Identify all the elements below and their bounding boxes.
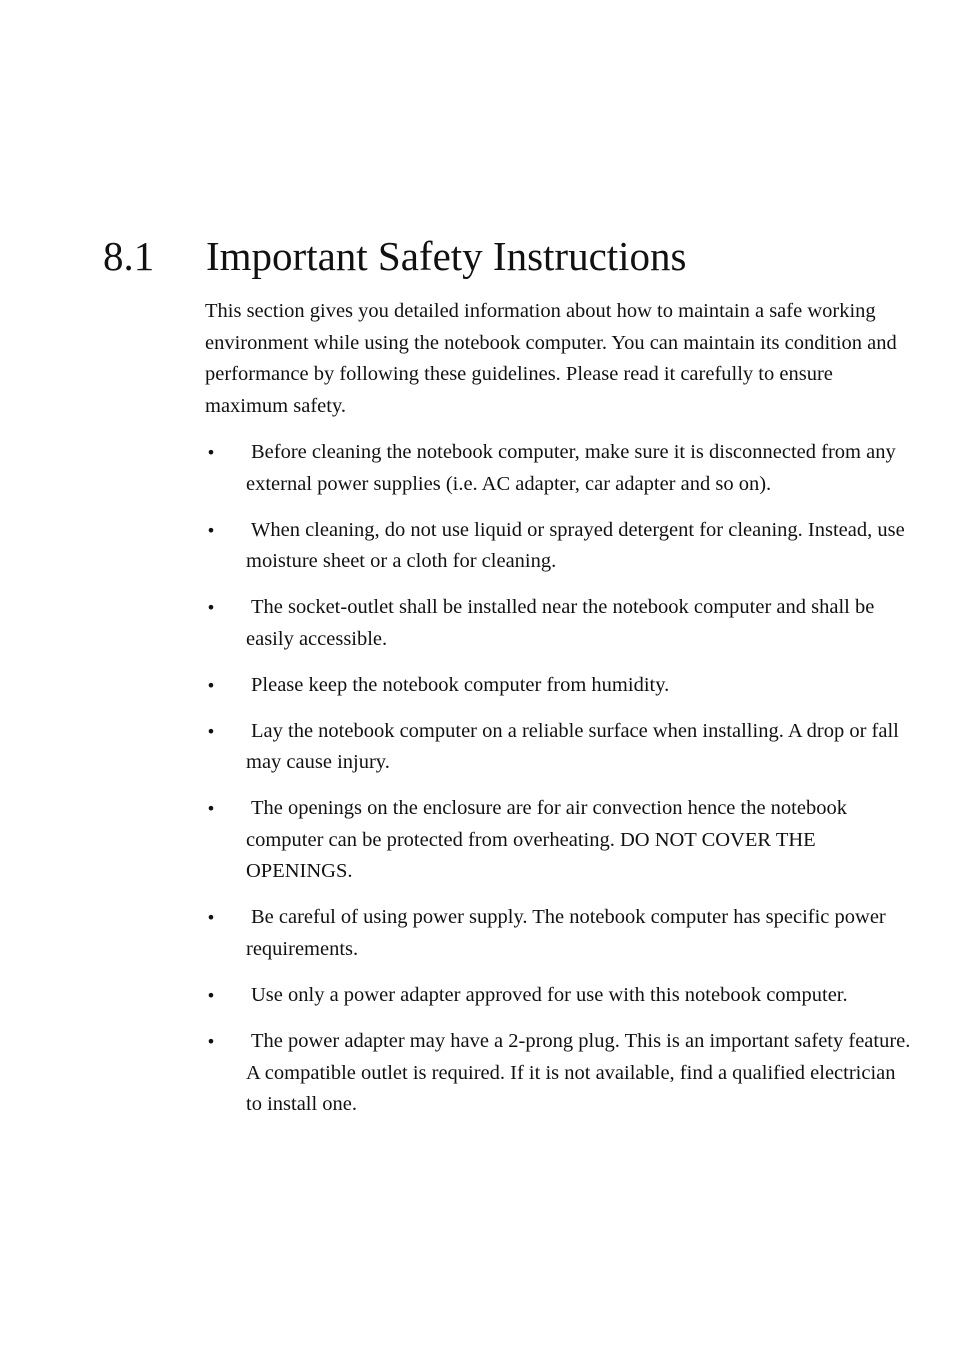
list-item-text: The power adapter may have a 2-prong plug. This is an important safety feature. A compatible outlet is required. If it is not available, find a qualified electrician to install one.	[246, 1030, 911, 1116]
bullet-icon: •	[206, 598, 216, 618]
intro-paragraph: This section gives you detailed information about how to maintain a safe working environment while using the notebook computer. You can maintain its condition and performance by following these guidelines. Please read it carefully to ensure maximum safety.	[205, 300, 897, 417]
list-item-text: Be careful of using power supply. The notebook computer has specific power requirements.	[246, 906, 886, 961]
list-item-text: Lay the notebook computer on a reliable surface when installing. A drop or fall may cause injury.	[246, 719, 899, 774]
list-item	[0, 902, 914, 965]
bullet-icon: •	[206, 986, 216, 1006]
section-heading	[103, 228, 923, 284]
bullet-icon: •	[206, 443, 216, 462]
bullet-icon: •	[206, 908, 216, 928]
list-item-text: Use only a power adapter approved for use with this notebook computer.	[251, 984, 848, 1007]
list-item-text: Please keep the notebook computer from humidity.	[251, 673, 670, 696]
list-item-text: When cleaning, do not use liquid or sprayed detergent for cleaning. Instead, use moisture sheet or a cloth for cleaning.	[246, 518, 905, 573]
bullet-icon: •	[206, 1032, 216, 1052]
list-item	[0, 592, 914, 655]
list-item-text: Before cleaning the notebook computer, make sure it is disconnected from any external power supplies (i.e. AC adapter, car adapter and so on).	[246, 441, 896, 495]
list-item	[0, 793, 914, 888]
bullet-icon: •	[206, 675, 216, 695]
list-item	[0, 515, 914, 578]
safety-instructions-list	[0, 437, 954, 1135]
bullet-icon: •	[206, 721, 216, 741]
list-item	[0, 716, 914, 779]
list-item-text: The openings on the enclosure are for air convection hence the notebook computer can be protected from overheating. DO NOT COVER THE OPENINGS.	[246, 797, 847, 883]
list-item	[0, 1026, 914, 1121]
section-title: Important Safety Instructions	[206, 233, 687, 279]
list-item	[0, 670, 914, 702]
bullet-icon: •	[206, 799, 216, 819]
list-item	[0, 980, 914, 1012]
list-item	[0, 437, 914, 500]
section-number: 8.1	[103, 233, 155, 279]
list-item-text: The socket-outlet shall be installed near the notebook computer and shall be easily accessible.	[246, 596, 875, 650]
bullet-icon: •	[206, 520, 216, 540]
